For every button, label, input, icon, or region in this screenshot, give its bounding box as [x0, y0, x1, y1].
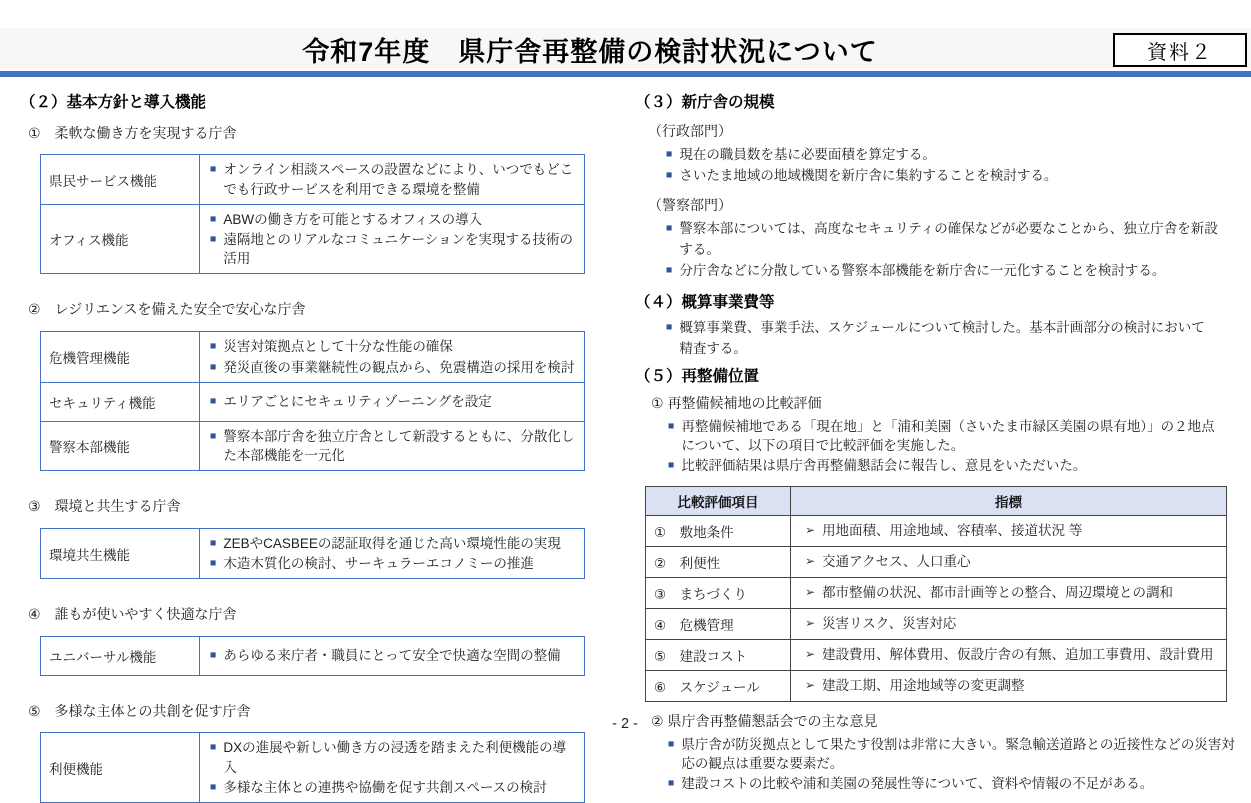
- function-table-2: [40, 331, 585, 471]
- indicator-text: 用地面積、用途地域、容積率、接道状況 等: [822, 523, 1083, 539]
- bullet-square-icon: ■: [210, 429, 217, 442]
- indicator-text: 交通アクセス、人口重心: [822, 554, 971, 570]
- page-title: 令和7年度 県庁舎再整備の検討状況について: [302, 37, 878, 67]
- comparison-item: ② 利便性: [646, 546, 791, 577]
- title-underline-rule: [0, 71, 1251, 77]
- table-row: [41, 155, 585, 204]
- bullet-text: 再整備候補地である「現在地」と「浦和美園（さいたま市緑区美園の県有地）」の２地点について、以下の項目で比較評価を実施した。: [681, 418, 1215, 454]
- arrow-icon: ➢: [805, 585, 816, 600]
- function-content: [200, 637, 585, 675]
- bullet-text: 現在の職員数を基に必要面積を算定する。: [679, 146, 936, 162]
- subsection-1: [20, 125, 612, 275]
- bullet-text: 比較評価結果は県庁舎再整備懇話会に報告し、意見をいただいた。: [681, 458, 1087, 474]
- function-content: [200, 204, 585, 274]
- table-row: [41, 637, 585, 675]
- bullet-square-icon: ■: [210, 780, 217, 793]
- subsection-5-heading: ⑤ 多様な主体との共創を促す庁舎: [28, 702, 251, 719]
- subsection-4: [20, 606, 612, 675]
- bullet-text: あらゆる来庁者・職員にとって安全で快適な空間の整備: [223, 648, 561, 664]
- bullet-text: 県庁舎が防災拠点として果たす役割は非常に大きい。緊急輸送道路との近接性などの災害対応の観点は重要な要素だ。: [681, 736, 1235, 772]
- function-label: 危機管理機能: [41, 332, 200, 383]
- bullet-text: ZEBやCASBEEの認証取得を通じた高い環境性能の実現: [223, 535, 561, 551]
- subsection-2-heading: ② レジリエンスを備えた安全で安心な庁舎: [28, 301, 306, 318]
- admin-bullets: [666, 145, 1226, 187]
- bullet-text: 概算事業費、事業手法、スケジュールについて検討した。基本計画部分の検討において精査する。: [679, 320, 1205, 356]
- group-label-admin: （行政部門）: [648, 122, 732, 139]
- bullet-square-icon: ■: [210, 340, 217, 353]
- indicator-text: 建設費用、解体費用、仮設庁舎の有無、追加工事費用、設計費用: [822, 647, 1214, 663]
- bullet-square-icon: ■: [668, 419, 675, 432]
- bullet-square-icon: ■: [666, 222, 673, 234]
- arrow-icon: ➢: [805, 616, 816, 631]
- bullet-text: 警察本部については、高度なセキュリティの確保などが必要なことから、独立庁舎を新設する。: [679, 221, 1218, 257]
- table-row: [41, 332, 585, 383]
- function-table-1: [40, 154, 585, 274]
- table-row: [41, 204, 585, 274]
- sub2-bullets: [668, 735, 1246, 794]
- comparison-indicator: [791, 546, 1227, 577]
- left-column: [20, 94, 612, 803]
- comparison-item: ① 敷地条件: [646, 515, 791, 546]
- arrow-icon: ➢: [805, 523, 816, 538]
- function-label: 利便機能: [41, 733, 200, 803]
- comparison-table: [645, 486, 1227, 702]
- function-label: 環境共生機能: [41, 528, 200, 579]
- function-content: [200, 155, 585, 204]
- bullet-square-icon: ■: [666, 321, 673, 334]
- bullet-text: 発災直後の事業継続性の観点から、免震構造の採用を検討: [223, 359, 575, 375]
- bullet-square-icon: ■: [210, 163, 217, 176]
- table-row: [646, 577, 1227, 608]
- bullet-square-icon: ■: [668, 777, 675, 790]
- subsection-3: [20, 498, 612, 580]
- comparison-indicator: [791, 577, 1227, 608]
- function-table-5: [40, 732, 585, 803]
- table-row: [646, 670, 1227, 701]
- bullet-text: 建設コストの比較や浦和美園の発展性等について、資料や情報の不足がある。: [681, 776, 1154, 792]
- arrow-icon: ➢: [805, 647, 816, 662]
- indicator-text: 都市整備の状況、都市計画等との整合、周辺環境との調和: [822, 585, 1174, 601]
- table-row: [646, 515, 1227, 546]
- bullet-square-icon: ■: [666, 264, 673, 277]
- function-label: 警察本部機能: [41, 421, 200, 470]
- comparison-item: ⑤ 建設コスト: [646, 639, 791, 670]
- bullet-square-icon: ■: [210, 741, 217, 754]
- function-content: [200, 383, 585, 421]
- document-number-label: 資料２: [1147, 41, 1213, 64]
- function-content: [200, 421, 585, 470]
- bullet-square-icon: ■: [668, 459, 675, 472]
- bullet-text: さいたま地域の地域機関を新庁舎に集約することを検討する。: [679, 168, 1058, 184]
- sub1-bullets: [668, 417, 1228, 476]
- comparison-item: ③ まちづくり: [646, 577, 791, 608]
- table-row: [41, 733, 585, 803]
- section2-heading: （２）基本方針と導入機能: [20, 94, 207, 111]
- bullet-square-icon: ■: [210, 649, 217, 662]
- comparison-header-item: 比較評価項目: [646, 486, 791, 515]
- table-row: [646, 608, 1227, 639]
- section4-heading: （４）概算事業費等: [635, 293, 775, 311]
- comparison-item: ④ 危機管理: [646, 608, 791, 639]
- bullet-text: 多様な主体との連携や協働を促す共創スペースの検討: [223, 779, 547, 795]
- comparison-item: ⑥ スケジュール: [646, 670, 791, 701]
- table-row: [41, 383, 585, 421]
- function-content: [200, 332, 585, 383]
- table-row: [41, 421, 585, 470]
- bullet-square-icon: ■: [666, 169, 673, 182]
- bullet-text: 警察本部庁舎を独立庁舎として新設するともに、分散化した本部機能を一元化: [223, 428, 575, 463]
- bullet-square-icon: ■: [210, 395, 217, 408]
- bullet-square-icon: ■: [666, 147, 673, 160]
- comparison-indicator: [791, 639, 1227, 670]
- bullet-text: 遠隔地とのリアルなコミュニケーションを実現する技術の活用: [223, 232, 573, 267]
- bullet-text: 分庁舎などに分散している警察本部機能を新庁舎に一元化することを検討する。: [679, 263, 1166, 279]
- function-label: オフィス機能: [41, 204, 200, 274]
- indicator-text: 建設工期、用途地域等の変更調整: [822, 678, 1025, 694]
- bullet-square-icon: ■: [210, 212, 217, 225]
- section4: [635, 294, 1239, 360]
- bullet-text: エリアごとにセキュリティゾーニングを設定: [223, 394, 492, 410]
- comparison-header-row: [646, 486, 1227, 515]
- bullet-text: DXの進展や新しい働き方の浸透を踏まえた利便機能の導入: [223, 740, 567, 775]
- section5-sub1-heading: ① 再整備候補地の比較評価: [651, 394, 822, 411]
- document-number-badge: [1113, 33, 1247, 67]
- police-bullets: [666, 219, 1226, 282]
- function-label: セキュリティ機能: [41, 383, 200, 421]
- function-table-3: [40, 528, 585, 580]
- bullet-text: ABWの働き方を可能とするオフィスの導入: [223, 211, 483, 227]
- section4-bullets: [666, 318, 1206, 359]
- page-number: - 2 -: [612, 716, 638, 732]
- subsection-3-heading: ③ 環境と共生する庁舎: [28, 497, 181, 514]
- section5-heading: （５）再整備位置: [635, 368, 760, 386]
- bullet-text: 災害対策拠点として十分な性能の確保: [223, 339, 453, 355]
- function-table-4: [40, 636, 585, 675]
- table-row: [41, 528, 585, 579]
- arrow-icon: ➢: [805, 554, 816, 569]
- function-label: ユニバーサル機能: [41, 637, 200, 675]
- function-content: [200, 528, 585, 579]
- bullet-square-icon: ■: [668, 737, 675, 750]
- section5-sub2-heading: ② 県庁舎再整備懇話会での主な意見: [651, 712, 878, 729]
- function-label: 県民サービス機能: [41, 155, 200, 204]
- subsection-4-heading: ④ 誰もが使いやすく快適な庁舎: [28, 606, 237, 623]
- group-label-police: （警察部門）: [648, 196, 732, 213]
- indicator-text: 災害リスク、災害対応: [822, 616, 957, 632]
- bullet-square-icon: ■: [210, 233, 217, 246]
- comparison-header-indicator: 指標: [791, 486, 1227, 515]
- bullet-square-icon: ■: [210, 557, 217, 570]
- bullet-text: 木造木質化の検討、サーキュラーエコノミーの推進: [223, 556, 534, 572]
- arrow-icon: ➢: [805, 678, 816, 693]
- subsection-5: [20, 703, 612, 803]
- right-column: [635, 94, 1239, 794]
- function-content: [200, 733, 585, 803]
- bullet-square-icon: ■: [210, 536, 217, 549]
- comparison-indicator: [791, 608, 1227, 639]
- subsection-1-heading: ① 柔軟な働き方を実現する庁舎: [28, 124, 237, 141]
- section3-heading: （３）新庁舎の規模: [635, 94, 775, 111]
- table-row: [646, 546, 1227, 577]
- section5: [635, 368, 1239, 793]
- subsection-2: [20, 301, 612, 470]
- table-row: [646, 639, 1227, 670]
- bullet-text: オンライン相談スペースの設置などにより、いつでもどこでも行政サービスを利用できる環境を整備: [223, 162, 574, 197]
- comparison-indicator: [791, 515, 1227, 546]
- comparison-indicator: [791, 670, 1227, 701]
- bullet-square-icon: ■: [210, 360, 217, 373]
